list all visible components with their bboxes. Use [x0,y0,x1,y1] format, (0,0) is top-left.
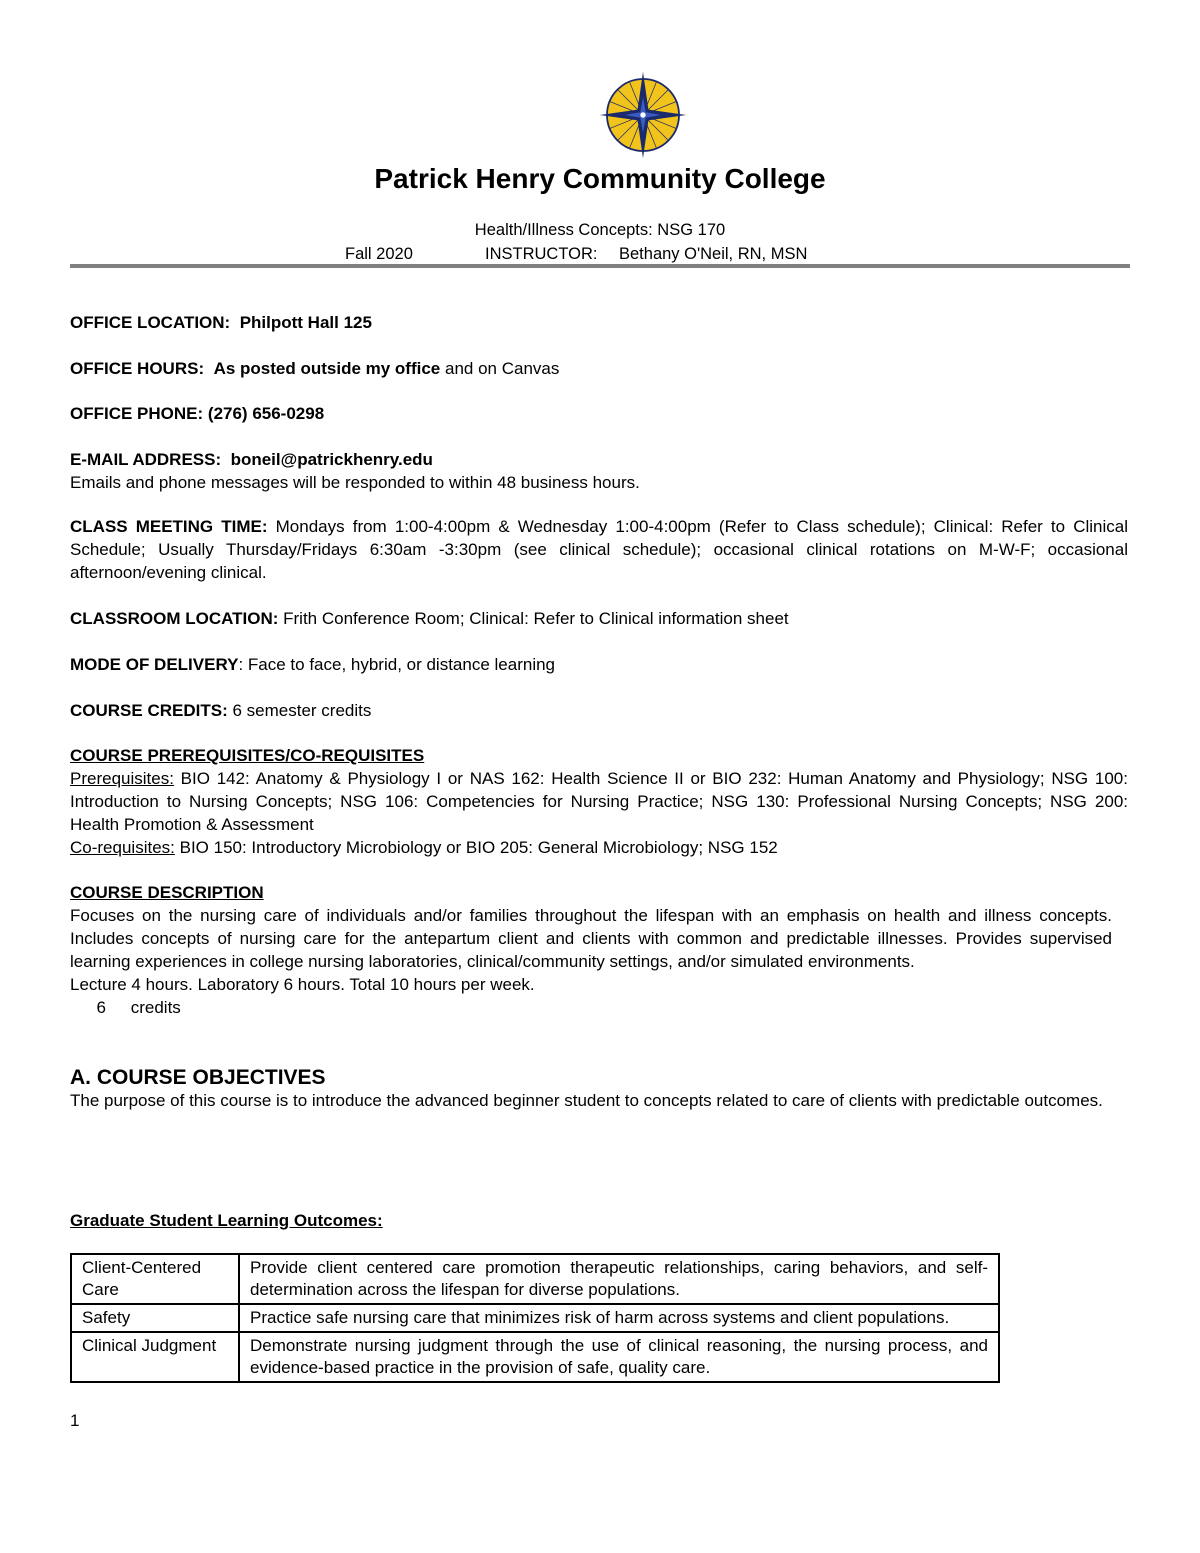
course-credits: COURSE CREDITS: 6 semester credits [70,701,372,720]
table-row [71,1332,999,1382]
description-hours: Lecture 4 hours. Laboratory 6 hours. Total 10 hours per week. [70,975,535,994]
outcome-desc: Provide client centered care promotion therapeutic relationships, caring behaviors, and self-determination across the lifespan for diverse populations. [239,1254,999,1304]
objectives-text: The purpose of this course is to introduce the advanced beginner student to concepts related to care of clients with predictable outcomes. [70,1091,1103,1110]
office-hours: OFFICE HOURS: As posted outside my office and on Canvas [70,359,560,378]
office-location: OFFICE LOCATION: Philpott Hall 125 [70,313,372,332]
course-objectives [70,1066,1128,1112]
outcomes-heading: Graduate Student Learning Outcomes: [70,1211,383,1230]
compass-rose-icon [598,70,688,160]
table-row [71,1304,999,1332]
term: Fall 2020 [345,245,413,263]
header-divider [70,264,1130,268]
table-row [71,1254,999,1304]
description-heading: COURSE DESCRIPTION [70,883,264,902]
prerequisites-text: Prerequisites: BIO 142: Anatomy & Physiology I or NAS 162: Health Science II or BIO 232: Human Anatomy and Physiology; NSG 100: Introduction to Nursing Concepts; NSG 106: Competencies for Nursing Practice; NSG 130: Professional Nursing Concepts; NSG 200: Health Promotion & Assessment [70,769,1128,834]
outcome-name: Clinical Judgment [71,1332,239,1382]
office-phone: OFFICE PHONE: (276) 656-0298 [70,404,325,423]
email-note: Emails and phone messages will be responded to within 48 business hours. [70,473,640,492]
course-title: Health/Illness Concepts: NSG 170 [474,221,726,239]
outcome-name: Safety [71,1304,239,1332]
email-link[interactable]: boneil@patrickhenry.edu [230,450,433,469]
page-number: 1 [70,1411,80,1430]
class-meeting-time: CLASS MEETING TIME: Mondays from 1:00-4:00pm & Wednesday 1:00-4:00pm (Refer to Class schedule); Clinical: Refer to Clinical Schedule; Usually Thursday/Fridays 6:30am -3:30pm (see clinical schedule); occasional clinical rotations on M-W-F; occasional afternoon/evening clinical. [70,517,1128,582]
outcome-desc: Demonstrate nursing judgment through the use of clinical reasoning, the nursing process, and evidence-based practice in the provision of safe, quality care. [239,1332,999,1382]
outcome-name: Client-Centered Care [71,1254,239,1304]
college-name: Patrick Henry Community College [374,163,826,194]
course-description [70,881,1112,1019]
mode-of-delivery: MODE OF DELIVERY: Face to face, hybrid, or distance learning [70,655,556,674]
classroom-location: CLASSROOM LOCATION: Frith Conference Room; Clinical: Refer to Clinical information sheet [70,609,789,628]
prerequisites-section [70,744,1128,859]
instructor-label: INSTRUCTOR: [485,245,598,263]
email-address: E-MAIL ADDRESS: boneil@patrickhenry.edu Emails and phone messages will be responded to within 48 business hours. [70,450,640,492]
description-text: Focuses on the nursing care of individuals and/or families throughout the lifespan with an emphasis on health and illness concepts. Includes concepts of nursing care for the antepartum client and clients with common and predictable illnesses. Provides supervised learning experiences in college nursing laboratories, clinical/community settings, and/or simulated environments. [70,906,1112,971]
instructor-name: Bethany O'Neil, RN, MSN [619,245,808,263]
outcomes-table [70,1253,1000,1383]
prerequisites-heading: COURSE PREREQUISITES/CO-REQUISITES [70,746,425,765]
objectives-heading: A. COURSE OBJECTIVES [70,1066,326,1089]
corequisites-text: Co-requisites: BIO 150: Introductory Microbiology or BIO 205: General Microbiology; NSG 152 [70,838,778,857]
description-credits: 6 credits [96,998,181,1017]
outcome-desc: Practice safe nursing care that minimizes risk of harm across systems and client populations. [239,1304,999,1332]
